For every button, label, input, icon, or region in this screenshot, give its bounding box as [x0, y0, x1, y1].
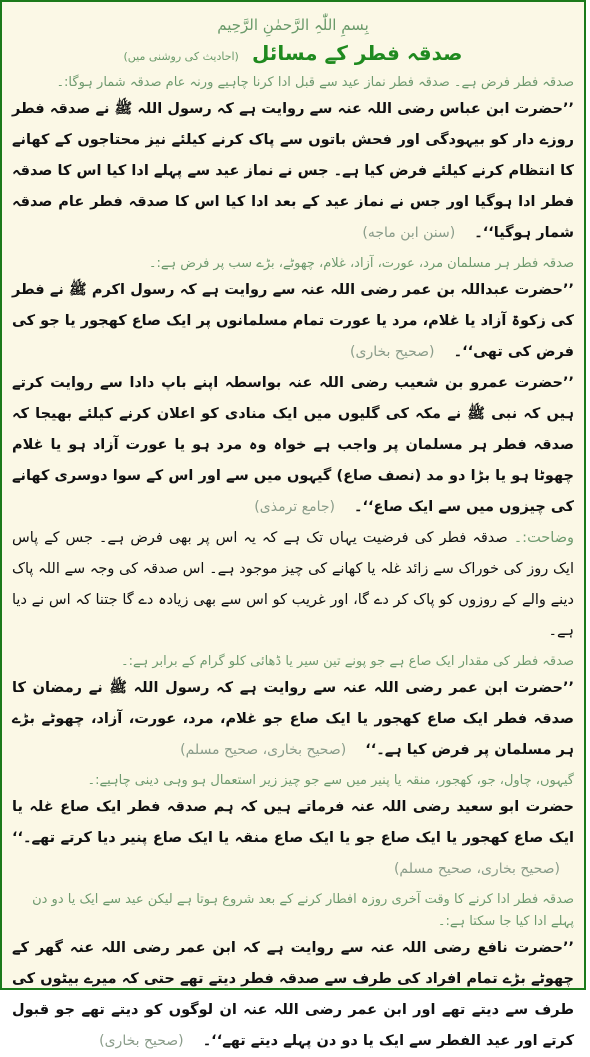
clarification-text: [12, 523, 574, 647]
hadith-text: [12, 933, 574, 1057]
hadith-reference: (صحیح بخاری، صحیح مسلم): [393, 861, 560, 877]
hadith-body: ’’حضرت ابن عباس رضی اللہ عنہ سے روایت ہے کہ رسول اللہ ﷺ نے صدقہ فطر روزے دار کو بیہودگی اور فحش باتوں سے پاک کرنے کیلئے نیز محتاجوں کے کھانے کا انتظام کرنے کیلئے فرض کیا ہے۔ جس نے نماز عید سے پہلے ادا کیا اس کا صدقہ فطر ادا ہوگیا اور جس نے نماز عید کے بعد ادا کیا اس کا صدقہ فطر عام صدقہ شمار ہوگیا‘‘۔: [12, 101, 574, 241]
hadith-body: ’’حضرت عبداللہ بن عمر رضی اللہ عنہ سے روایت ہے کہ رسول اکرم ﷺ نے فطر کی زکوۃ آزاد یا غلام، مرد یا عورت تمام مسلمانوں پر ایک صاع کھجور یا جو کی فرض کی تھی‘‘۔: [12, 282, 574, 360]
clarification-body: صدقہ فطر کی فرضیت یہاں تک ہے کہ یہ اس پر بھی فرض ہے۔ جس کے پاس ایک روز کی خوراک سے زائد غلہ یا کھانے کی چیز موجود ہے۔ اس صدقہ کی وجہ سے اللہ پاک دینے والے کے روزوں کو پاک کر دے گا، اور غریب کو اس سے بھی زیادہ دے گا جتنا کہ اس نے دیا ہے۔: [12, 530, 574, 639]
hadith-reference: (صحیح بخاری): [350, 344, 435, 360]
hadith-body: ’’حضرت نافع رضی اللہ عنہ سے روایت ہے کہ ابن عمر رضی اللہ عنہ گھر کے چھوٹے بڑے تمام افراد کی طرف سے صدقہ فطر دیتے تھے حتی کہ میرے بیٹوں کی طرف سے دیتے تھے اور ابن عمر رضی اللہ عنہ ان لوگوں کو دیتے تھے جو قبول کرتے اور عید الفطر سے ایک یا دو دن پہلے دیتے تھے‘‘۔: [12, 940, 574, 1049]
hadith-reference: (جامع ترمذی): [254, 499, 335, 515]
hadith-text: [12, 94, 574, 249]
bismillah: بِسمِ اللّٰہِ الرَّحمٰنِ الرَّحِیم: [217, 16, 369, 34]
hadith-text: [12, 368, 574, 523]
title-row: [12, 38, 574, 68]
section-heading: صدقہ فطر ہر مسلمان مرد، عورت، آزاد، غلام، چھوٹے، بڑے سب پر فرض ہے:۔: [148, 256, 574, 271]
hadith-text: [12, 792, 574, 885]
hadith-text: [12, 275, 574, 368]
page-subtitle: (احادیث کی روشنی میں): [123, 50, 239, 63]
clarification-label: وضاحت:۔: [513, 530, 575, 546]
page-title: صدقہ فطر کے مسائل: [251, 41, 463, 65]
hadith-reference: (سنن ابن ماجه): [362, 225, 456, 241]
hadith-body: حضرت ابو سعید رضی اللہ عنہ فرماتے ہیں کہ ہم صدقہ فطر ایک صاع غلہ یا ایک صاع کھجور یا ایک صاع جو یا ایک صاع منقہ یا ایک صاع پنیر دیا کرتے تھے۔‘‘: [12, 799, 574, 846]
hadith-body: ’’حضرت ابن عمر رضی اللہ عنہ سے روایت ہے کہ رسول اللہ ﷺ نے رمضان کا صدقہ فطر ایک صاع کھجور یا ایک صاع جو غلام، مرد، عورت، آزاد، چھوٹے بڑے ہر مسلمان پر فرض کیا ہے۔‘‘: [12, 680, 574, 758]
hadith-body: ’’حضرت عمرو بن شعیب رضی اللہ عنہ بواسطہ اپنے باپ دادا سے روایت کرتے ہیں کہ نبی ﷺ نے مکہ کی گلیوں میں ایک منادی کو اعلان کرنے کیلئے بھیجا کہ صدقہ فطر ہر مسلمان پر واجب ہے خواہ وہ مرد ہو یا عورت آزاد ہو یا غلام چھوٹا ہو یا بڑا دو مد (نصف صاع) گیہوں میں سے اور اس کے سوا دوسری کھانے کی چیزوں میں سے ایک صاع‘‘۔: [12, 375, 574, 515]
section-heading: گیہوں، چاول، جو، کھجور، منقہ یا پنیر میں سے جو چیز زیر استعمال ہو وہی دینی چاہیے:۔: [87, 773, 574, 788]
hadith-reference: (صحیح بخاری، صحیح مسلم): [180, 742, 347, 758]
hadith-reference: (صحیح بخاری): [99, 1033, 184, 1049]
section-heading: صدقہ فطر کی مقدار ایک صاع ہے جو پونے تین سیر یا ڈھائی کلو گرام کے برابر ہے:۔: [121, 654, 574, 669]
section-heading: صدقہ فطر ادا کرنے کا وقت آخری روزہ افطار کرنے کے بعد شروع ہوتا ہے لیکن عید سے ایک یا دو دن پہلے ادا کیا جا سکتا ہے:۔: [32, 892, 574, 929]
section-heading: صدقہ فطر فرض ہے۔ صدقہ فطر نماز عید سے قبل ادا کرنا چاہیے ورنہ عام صدقہ شمار ہوگا:۔: [56, 75, 574, 90]
hadith-text: [12, 673, 574, 766]
